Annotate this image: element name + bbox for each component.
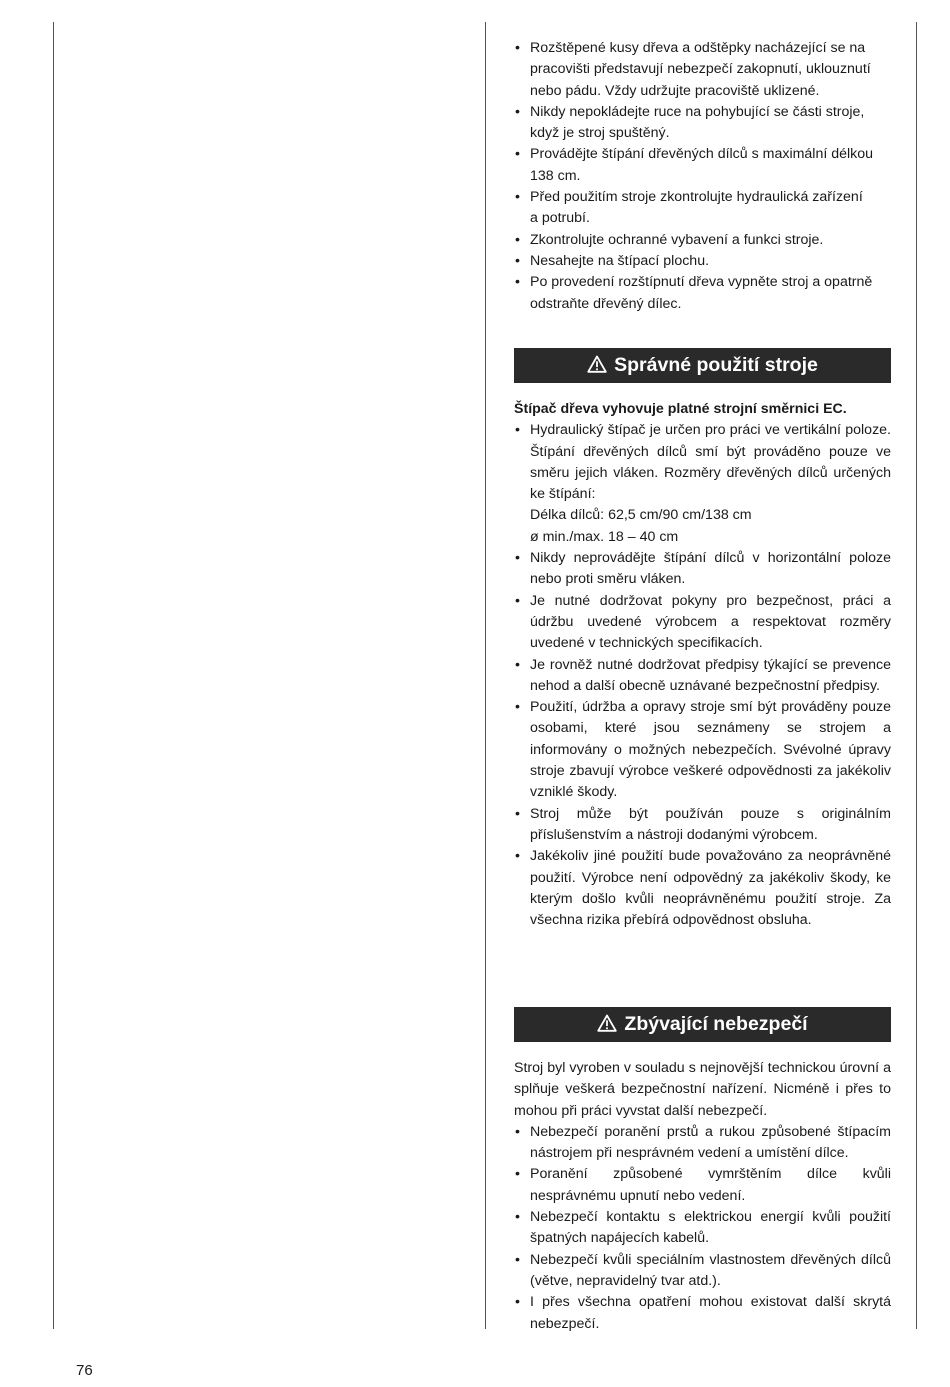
list-item xyxy=(514,1164,891,1207)
list-item xyxy=(514,230,891,251)
list-item-text: I přes všechna opatření mohou existovat další skrytá nebezpečí. xyxy=(530,1294,891,1332)
list-item-line: nebo pádu. Vždy udržujte pracoviště uklizené. xyxy=(530,82,820,99)
list-item xyxy=(514,697,891,803)
list-item xyxy=(514,102,891,145)
list-item xyxy=(514,272,891,315)
list-item xyxy=(514,1122,891,1165)
section-heading-title: Zbývající nebezpečí xyxy=(624,1013,808,1035)
list-item-line: • Zkontrolujte ochranné vybavení a funkci stroje. xyxy=(530,231,824,248)
list-item xyxy=(514,591,891,655)
list-item xyxy=(514,144,891,187)
page-number: 76 xyxy=(76,1362,93,1379)
list-item-line: • Provádějte štípání dřevěných dílců s maximální délkou xyxy=(530,146,874,163)
section-heading-residual-risks xyxy=(514,1007,891,1042)
list-item-text: Jakékoliv jiné použití bude považováno za neoprávněné použití. Výrobce není odpovědný za jakékoliv škody, ke kterým došlo kvůli neoprávněnému použití stroje. Za všechna rizika přebírá odpovědnost obsluha. xyxy=(530,848,891,929)
right-column-rule xyxy=(916,22,917,1329)
safety-list-top xyxy=(514,38,891,315)
section-intro: Štípač dřeva vyhovuje platné strojní směrnici EC. xyxy=(514,401,847,417)
list-item-text: Nebezpečí kontaktu s elektrickou energií kvůli použití špatných napájecích kabelů. xyxy=(530,1209,891,1247)
list-item-line: • Rozštěpené kusy dřeva a odštěpky nacházející se na xyxy=(530,40,866,56)
list-item-line: ø min./max. 18 – 40 cm xyxy=(530,528,679,545)
list-item-text: Stroj může být používán pouze s originálním příslušenstvím a nástroji dodanými výrobcem. xyxy=(530,805,891,843)
list-item-line: • Po provedení rozštípnutí dřeva vypněte stroj a opatrně xyxy=(530,274,873,291)
list-item xyxy=(514,1207,891,1250)
section-heading-title: Správné použití stroje xyxy=(614,354,818,376)
list-item-line: pracovišti představují nebezpečí zakopnutí, uklouznutí xyxy=(530,61,871,78)
list-item xyxy=(514,548,891,591)
list-item xyxy=(514,251,891,272)
section-body-residual-risks xyxy=(514,1058,891,1335)
list-item-line: • Hydraulický štípač je určen pro práci ve vertikální poloze. Štípání dřevěných dílců smí být prováděno pouze ve směru jejich vláken. Rozměry dřevěných dílců určených ke štípání: xyxy=(530,422,891,503)
center-column-rule xyxy=(485,22,486,1329)
left-column-rule xyxy=(53,22,54,1329)
list-item xyxy=(514,1250,891,1293)
list-item xyxy=(514,846,891,931)
list-item-text: Nebezpečí poranění prstů a rukou způsobené štípacím nástrojem při nesprávném vedení a umístění dílce. xyxy=(530,1123,891,1162)
list-item-line: • Před použitím stroje zkontrolujte hydraulická zařízení xyxy=(530,189,863,206)
list-item-line: a potrubí. xyxy=(530,210,590,227)
list-item-line: 138 cm. xyxy=(530,167,581,184)
list-item-line: Délka dílců: 62,5 cm/90 cm/138 cm xyxy=(530,507,752,524)
warning-triangle-icon xyxy=(587,355,607,373)
list-item-line: • Nesahejte na štípací plochu. xyxy=(530,252,710,269)
list-item xyxy=(514,420,891,548)
section-body-correct-use xyxy=(514,399,891,931)
list-item xyxy=(514,1292,891,1335)
warning-triangle-icon xyxy=(597,1014,617,1032)
list-item xyxy=(514,655,891,698)
list-item-line: odstraňte dřevěný dílec. xyxy=(530,295,682,312)
list-item xyxy=(514,38,891,102)
list-item-line: • Nikdy nepokládejte ruce na pohybující se části stroje, xyxy=(530,103,865,120)
list-item-text: Nebezpečí kvůli speciálním vlastnostem dřevěných dílců (větve, nepravidelný tvar atd.). xyxy=(530,1251,891,1289)
list-item xyxy=(514,187,891,230)
list-item-text: Poranění způsobené vymrštěním dílce kvůli nesprávnému upnutí nebo vedení. xyxy=(530,1166,891,1204)
list-item-text: Je nutné dodržovat pokyny pro bezpečnost, práci a údržbu uvedené výrobcem a respektovat rozměry uvedené v technických specifikacích. xyxy=(530,592,891,652)
list-item-text: Nikdy neprovádějte štípání dílců v horizontální poloze nebo proti směru vláken. xyxy=(530,550,891,588)
list-item-text: Je rovněž nutné dodržovat předpisy týkající se prevence nehod a další obecně uznávané bezpečnostní předpisy. xyxy=(530,656,891,694)
list-item-line: když je stroj spuštěný. xyxy=(530,125,670,142)
list-item-text: Použití, údržba a opravy stroje smí být prováděny pouze osobami, které jsou seznámeny se strojem a informovány o možných nebezpečích. Svévolné úpravy stroje zbavují výrobce veškeré odpovědnosti za jakékoliv vzniklé škody. xyxy=(530,699,891,801)
section-intro: Stroj byl vyroben v souladu s nejnovější technickou úrovní a splňuje veškerá bezpečnostní nařízení. Nicméně i přes to mohou při práci vyvstat další nebezpečí. xyxy=(514,1060,891,1119)
list-item xyxy=(514,804,891,847)
section-heading-correct-use xyxy=(514,348,891,383)
